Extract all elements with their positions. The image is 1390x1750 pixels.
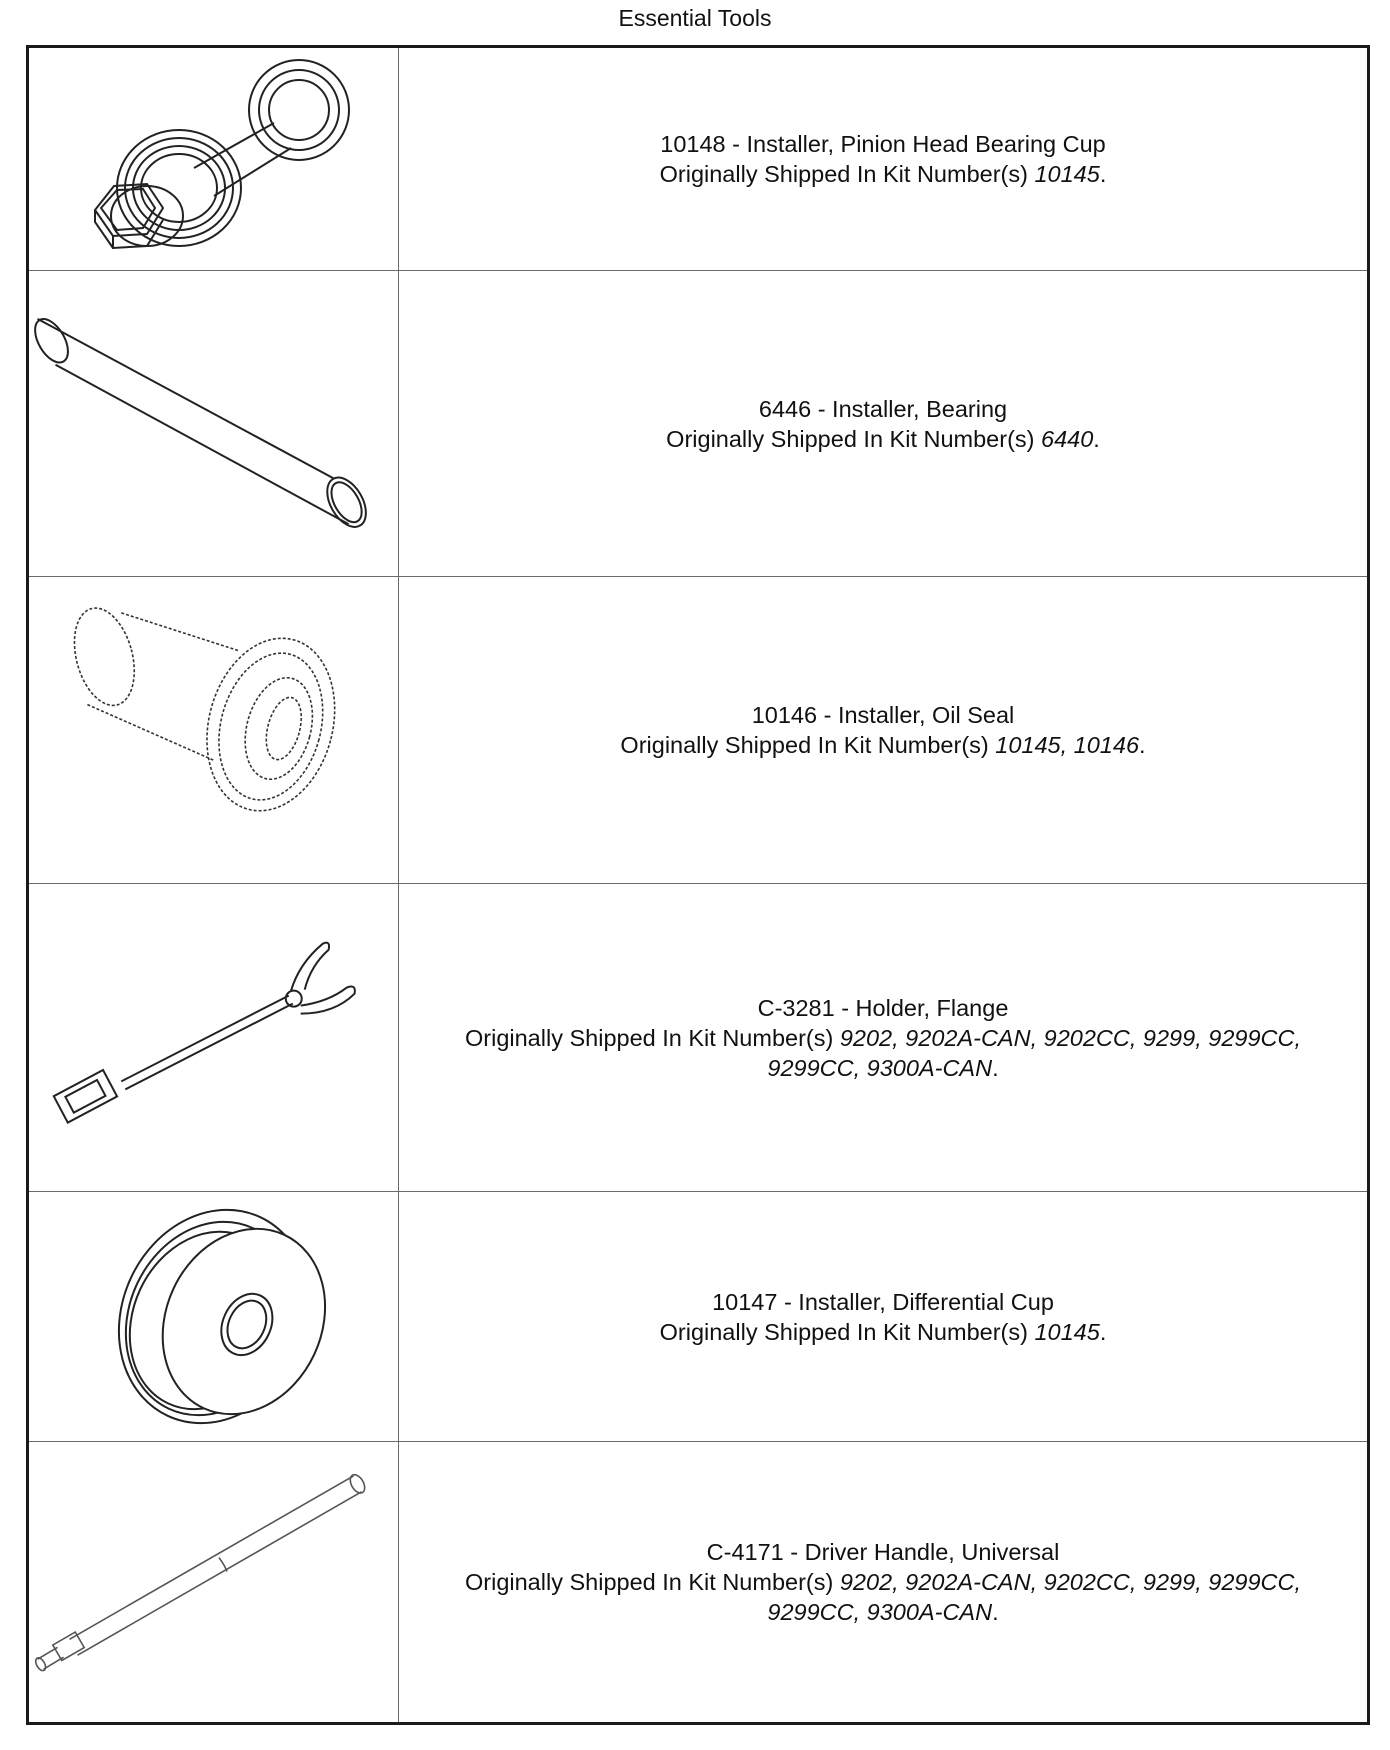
kit-numbers: 10145: [1034, 1318, 1100, 1345]
tool-row-6446: [29, 270, 1367, 576]
tool-description-cell: [399, 1192, 1367, 1441]
kit-numbers: 9202, 9202A-CAN, 9202CC, 9299, 9299CC,: [839, 1569, 1301, 1595]
tool-row-10148: [29, 48, 1367, 270]
tool-kits-continued: 9299CC, 9300A-CAN.: [767, 1599, 999, 1625]
page-title: Essential Tools: [618, 5, 772, 31]
tool-description-cell: [399, 577, 1367, 883]
universal-driver-handle-icon: [29, 1442, 399, 1722]
tool-shipped-line: Originally Shipped In Kit Number(s) 10145, 10146.: [620, 732, 1146, 758]
tool-shipped-line: [465, 1567, 1301, 1597]
tool-image-cell: [29, 271, 399, 576]
essential-tools-table: [26, 45, 1370, 1725]
tool-image-cell: [29, 884, 399, 1191]
tool-heading: 6446 - Installer, Bearing: [758, 395, 1008, 422]
pinion-bearing-cup-installer-icon: [29, 48, 399, 270]
tool-shipped-line: [465, 1023, 1301, 1053]
tool-description-cell: [399, 884, 1367, 1191]
tool-shipped-line: Originally Shipped In Kit Number(s) 10145.: [659, 161, 1107, 187]
tool-heading: 10146 - Installer, Oil Seal: [751, 702, 1015, 728]
tool-row-c3281: [29, 883, 1367, 1191]
kit-numbers: 9202, 9202A-CAN, 9202CC, 9299, 9299CC,: [839, 1024, 1301, 1051]
tool-image-cell: [29, 48, 399, 270]
kit-numbers-continued: 9299CC, 9300A-CAN: [767, 1599, 993, 1625]
bearing-installer-tube-icon: [29, 271, 399, 576]
tool-heading: 10147 - Installer, Differential Cup: [712, 1288, 1054, 1315]
tool-image-cell: [29, 1192, 399, 1441]
tool-heading: 10148 - Installer, Pinion Head Bearing Cup: [660, 131, 1106, 157]
tool-heading: C-3281 - Holder, Flange: [757, 994, 1009, 1021]
oil-seal-installer-icon: [29, 577, 399, 883]
shipped-prefix: Originally Shipped In Kit Number(s): [465, 1024, 840, 1051]
tool-heading: C-4171 - Driver Handle, Universal: [706, 1539, 1060, 1565]
shipped-prefix: Originally Shipped In Kit Number(s): [666, 425, 1042, 452]
tool-description-cell: [399, 48, 1367, 270]
kit-numbers: 10145: [1034, 161, 1100, 187]
tool-image-cell: [29, 577, 399, 883]
tool-row-c4171: [29, 1441, 1367, 1722]
kit-numbers-continued: 9299CC, 9300A-CAN: [767, 1054, 993, 1081]
tool-description-cell: [399, 1442, 1367, 1722]
shipped-prefix: Originally Shipped In Kit Number(s): [620, 732, 996, 758]
shipped-prefix: Originally Shipped In Kit Number(s): [465, 1569, 840, 1595]
tool-shipped-line: Originally Shipped In Kit Number(s) 10145.: [659, 1318, 1107, 1345]
flange-holder-wrench-icon: [29, 884, 399, 1191]
kit-numbers: 6440: [1041, 425, 1094, 452]
kit-numbers: 10145, 10146: [995, 732, 1140, 758]
tool-row-10146: [29, 576, 1367, 883]
tool-row-10147: [29, 1191, 1367, 1441]
tool-kits-continued: 9299CC, 9300A-CAN.: [767, 1054, 999, 1081]
tool-shipped-line: Originally Shipped In Kit Number(s) 6440.: [666, 425, 1100, 452]
shipped-prefix: Originally Shipped In Kit Number(s): [659, 1318, 1035, 1345]
shipped-prefix: Originally Shipped In Kit Number(s): [659, 161, 1035, 187]
tool-description-cell: [399, 271, 1367, 576]
tool-image-cell: [29, 1442, 399, 1722]
differential-cup-installer-disc-icon: [29, 1192, 399, 1441]
